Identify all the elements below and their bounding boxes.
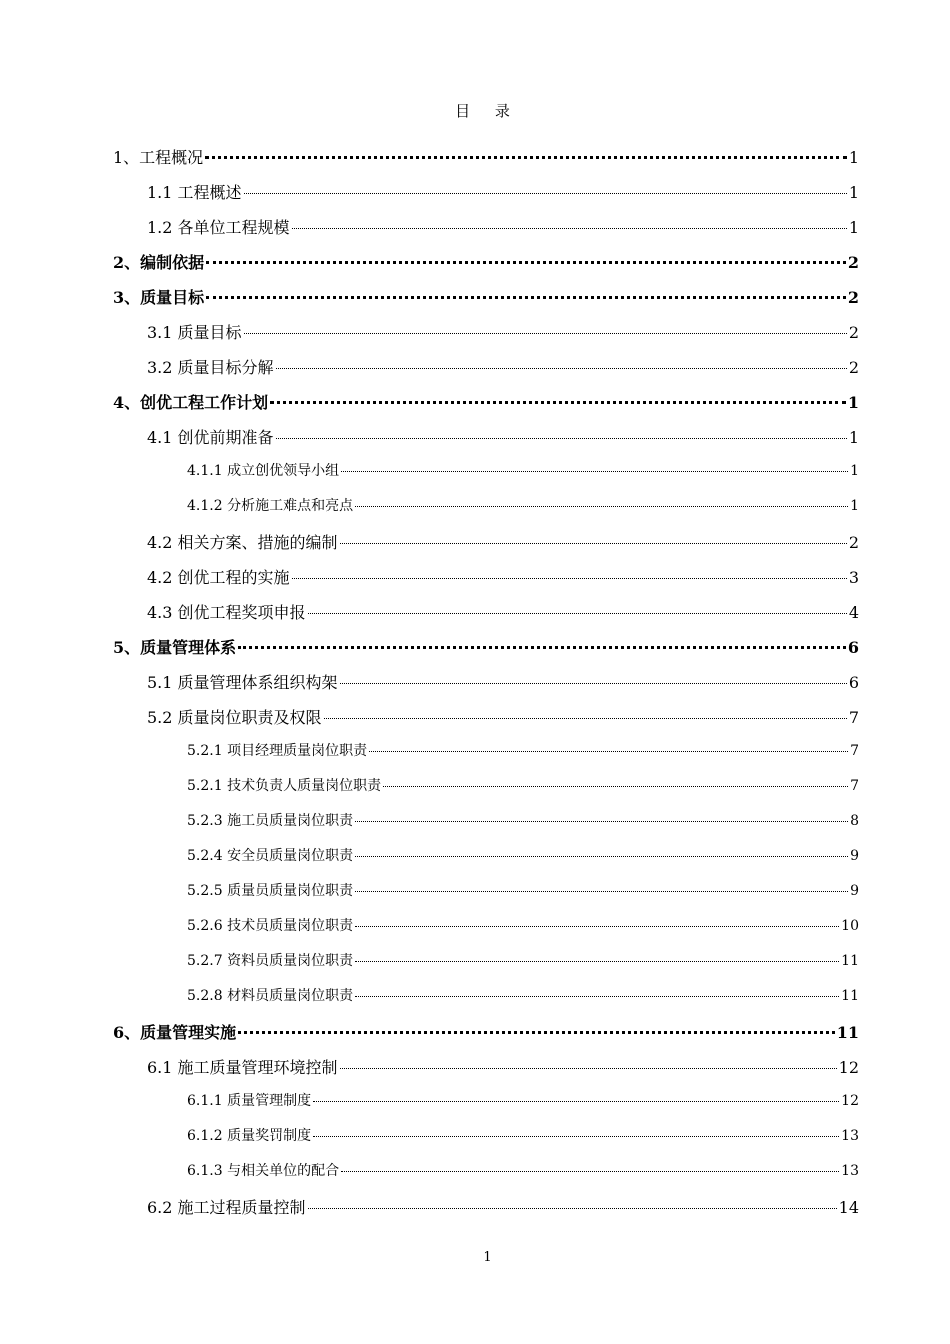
toc-entry-page-number: 1 [848,148,859,167]
toc-entry[interactable] [147,215,859,238]
toc-entry-page-number: 13 [841,1128,859,1144]
toc-entry[interactable] [187,460,859,480]
toc-entry[interactable] [113,1020,859,1043]
toc-entry[interactable] [147,1055,859,1078]
toc-dot-leader [369,750,848,752]
toc-entry-page-number: 14 [838,1198,859,1217]
toc-entry-label: 3、质量目标 [113,288,205,307]
toc-entry-label: 4.1.1 成立创优领导小组 [187,463,340,479]
toc-entry-label: 5.2.1 项目经理质量岗位职责 [187,743,368,759]
toc-entry-page-number: 2 [848,323,859,342]
toc-dot-leader [383,785,848,787]
toc-entry-page-number: 1 [850,498,859,514]
toc-entry-label: 5.2.7 资料员质量岗位职责 [187,953,354,969]
toc-entry-label: 5.2.3 施工员质量岗位职责 [187,813,354,829]
toc-dot-leader [340,542,847,544]
toc-entry[interactable] [187,495,859,515]
toc-entry-label: 4.1.2 分析施工难点和亮点 [187,498,354,514]
toc-entry-page-number: 12 [841,1093,859,1109]
toc-entry[interactable] [147,355,859,378]
toc-dot-leader [355,960,839,962]
toc-entry-label: 6、质量管理实施 [113,1023,237,1042]
toc-entry-page-number: 1 [848,183,859,202]
toc-entry-label: 5.2.8 材料员质量岗位职责 [187,988,354,1004]
toc-entry-page-number: 2 [847,253,859,272]
toc-dot-leader [238,1030,835,1034]
toc-dot-leader [355,820,848,822]
toc-entry[interactable] [187,915,859,935]
toc-dot-leader [238,645,846,649]
toc-entry-label: 1.2 各单位工程规模 [147,218,290,237]
toc-entry-label: 5.2 质量岗位职责及权限 [147,708,322,727]
toc-entry-label: 5.2.4 安全员质量岗位职责 [187,848,354,864]
toc-entry-page-number: 8 [850,813,859,829]
toc-entry[interactable] [187,950,859,970]
toc-dot-leader [340,682,847,684]
toc-entry-label: 3.1 质量目标 [147,323,242,342]
toc-entry-label: 4.2 创优工程的实施 [147,568,290,587]
toc-dot-leader [355,855,848,857]
toc-entry-page-number: 9 [850,848,859,864]
toc-entry-page-number: 7 [848,708,859,727]
toc-dot-leader [308,1207,837,1209]
toc-entry[interactable] [187,1090,859,1110]
toc-entry-page-number: 11 [841,953,859,969]
toc-dot-leader [276,367,847,369]
toc-entry-label: 4.3 创优工程奖项申报 [147,603,306,622]
toc-entry[interactable] [113,390,859,413]
toc-entry-page-number: 2 [848,358,859,377]
toc-entry[interactable] [187,1160,859,1180]
toc-entry[interactable] [113,250,859,273]
toc-dot-leader [341,470,848,472]
toc-entry[interactable] [187,1125,859,1145]
toc-entry-page-number: 7 [850,743,859,759]
toc-entry[interactable] [147,425,859,448]
toc-dot-leader [355,925,839,927]
toc-entry[interactable] [147,530,859,553]
toc-dot-leader [308,612,847,614]
toc-dot-leader [206,260,846,264]
toc-entry[interactable] [187,985,859,1005]
toc-entry-label: 6.1 施工质量管理环境控制 [147,1058,338,1077]
toc-dot-leader [340,1067,837,1069]
toc-dot-leader [355,890,848,892]
toc-entry-label: 6.1.3 与相关单位的配合 [187,1163,340,1179]
toc-entry-label: 5.2.5 质量员质量岗位职责 [187,883,354,899]
toc-entry-label: 3.2 质量目标分解 [147,358,274,377]
toc-entry-page-number: 7 [850,778,859,794]
page-footer-number: 1 [483,1250,492,1265]
toc-dot-leader [355,995,839,997]
toc-dot-leader [276,437,847,439]
toc-entry-page-number: 11 [841,988,859,1004]
toc-entry-page-number: 1 [848,428,859,447]
toc-entry-page-number: 11 [836,1023,859,1042]
toc-entry-page-number: 13 [841,1163,859,1179]
toc-title: 目 录 [455,102,520,120]
toc-entry[interactable] [187,810,859,830]
toc-entry-page-number: 1 [847,393,859,412]
toc-entry[interactable] [187,880,859,900]
toc-dot-leader [324,717,847,719]
toc-dot-leader [313,1135,839,1137]
toc-entry[interactable] [113,145,859,168]
toc-entry-label: 6.1.1 质量管理制度 [187,1093,312,1109]
toc-entry-label: 5.1 质量管理体系组织构架 [147,673,338,692]
toc-entry[interactable] [147,705,859,728]
toc-entry-page-number: 9 [850,883,859,899]
toc-dot-leader [205,155,847,159]
toc-entry-page-number: 1 [850,463,859,479]
toc-entry-label: 5.2.1 技术负责人质量岗位职责 [187,778,382,794]
toc-dot-leader [244,332,847,334]
toc-dot-leader [355,505,848,507]
toc-entry-label: 4.1 创优前期准备 [147,428,274,447]
toc-dot-leader [341,1170,839,1172]
toc-entry[interactable] [147,565,859,588]
toc-entry-page-number: 1 [848,218,859,237]
toc-entry-label: 6.2 施工过程质量控制 [147,1198,306,1217]
toc-dot-leader [292,227,847,229]
toc-entry-page-number: 2 [847,288,859,307]
toc-entry-page-number: 2 [848,533,859,552]
toc-entry-label: 4.2 相关方案、措施的编制 [147,533,338,552]
toc-entry[interactable] [113,285,859,308]
toc-entry[interactable] [147,600,859,623]
toc-entry-label: 5、质量管理体系 [113,638,237,657]
toc-entry-page-number: 3 [848,568,859,587]
toc-entry-label: 6.1.2 质量奖罚制度 [187,1128,312,1144]
toc-entry[interactable] [147,670,859,693]
toc-dot-leader [270,400,846,404]
toc-entry-page-number: 12 [838,1058,859,1077]
toc-entry-label: 4、创优工程工作计划 [113,393,269,412]
toc-entry[interactable] [147,180,859,203]
toc-entry-page-number: 10 [841,918,859,934]
toc-entry-page-number: 4 [848,603,859,622]
toc-entry-label: 1.1 工程概述 [147,183,242,202]
toc-entry-page-number: 6 [848,673,859,692]
toc-entry-label: 1、工程概况 [113,148,204,167]
toc-entry[interactable] [147,320,859,343]
toc-entry[interactable] [147,1195,859,1218]
toc-dot-leader [292,577,847,579]
toc-entry-label: 5.2.6 技术员质量岗位职责 [187,918,354,934]
toc-entry[interactable] [187,740,859,760]
toc-entry-label: 2、编制依据 [113,253,205,272]
toc-entry[interactable] [113,635,859,658]
toc-dot-leader [244,192,847,194]
toc-dot-leader [206,295,846,299]
toc-dot-leader [313,1100,839,1102]
toc-entry[interactable] [187,845,859,865]
toc-entry[interactable] [187,775,859,795]
toc-entry-page-number: 6 [847,638,859,657]
